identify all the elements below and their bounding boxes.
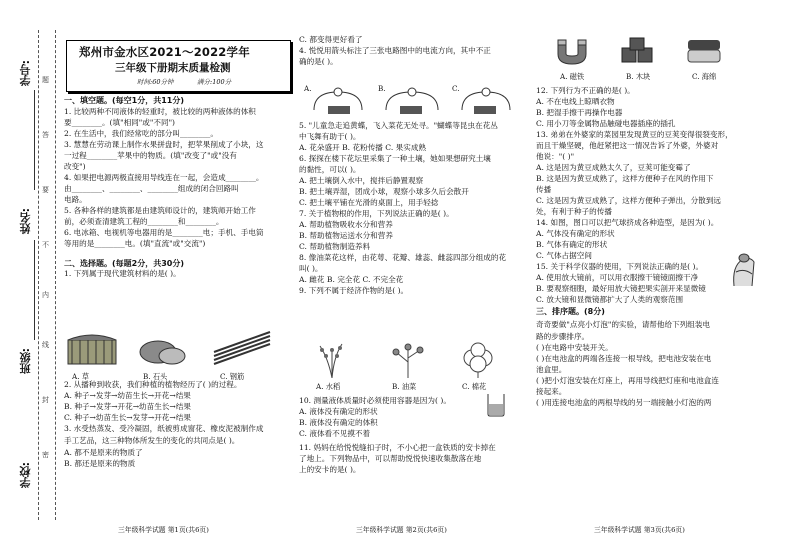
question-line: 6. 探探在楼下花坛里采集了一种土壤，她如果想研究土壤	[299, 154, 491, 163]
question-line: 手工艺品，这三种物体所发生的变化的共同点是( )。	[64, 436, 240, 445]
question-line: A. 把土壤倒入水中，搅拌后静置观察	[299, 176, 424, 185]
exam-title-line2: 三年级下册期末质量检测	[115, 62, 231, 74]
margin-mark: 不	[42, 241, 49, 249]
question-line: 确的是( )。	[299, 57, 338, 66]
margin-mark: 密	[42, 451, 49, 459]
exam-score: 满分:100分	[197, 78, 232, 86]
binding-margin	[0, 0, 58, 540]
school-label: 学校:	[19, 462, 32, 489]
question-line: ( )用连接电池盒的两根导线的另一端接触小灯泡的两	[536, 398, 712, 407]
q1-option-a[interactable]: A. 草	[72, 372, 89, 381]
question-line: 而且干燥坚硬，他赶紧把这一情况告诉了外婆，外婆对	[536, 141, 719, 150]
question-line: 4. 如果把电源两极直接用导线连在一起，会造成________。	[64, 173, 264, 182]
question-line: ( )在电路中安装开关。	[536, 343, 613, 352]
question-line: 5. "儿童急走追黄蝶，飞入菜花无处寻。"蝴蝶等昆虫在花丛	[299, 121, 498, 130]
question-line: 传播	[536, 185, 552, 194]
q14-image-balloon	[728, 252, 760, 288]
q11-image-wood	[618, 36, 658, 66]
q9-image-cotton	[458, 342, 498, 378]
q9-option-c[interactable]: C. 棉花	[462, 382, 487, 391]
q9-option-b[interactable]: B. 油菜	[392, 382, 417, 391]
question-line: 电路。	[64, 195, 87, 204]
question-line: B. 都还是原来的物质	[64, 459, 136, 468]
section-heading: 一、填空题。(每空1分，共11分)	[64, 96, 185, 105]
binding-line-inner	[55, 30, 56, 520]
question-line: B. 把湿手擦干再操作电器	[536, 108, 623, 117]
question-line: ( )在电池盒的两端各连接一根导线，把电池安装在电	[536, 354, 712, 363]
margin-mark: 内	[42, 291, 49, 299]
question-line: 2. 从播种到收获，我们种植的植物经历了( )的过程。	[64, 380, 242, 389]
q11-option-b[interactable]: B. 木块	[626, 72, 651, 81]
margin-mark: 线	[42, 341, 49, 349]
question-line: A. 不在电线上晾晒衣物	[536, 97, 615, 106]
question-line: A. 液体没有确定的形状	[299, 407, 378, 416]
name-label: 姓名:	[19, 208, 32, 235]
question-line: 了地上。下列物品中，可以帮助悦悦快速收集散落在地	[299, 454, 482, 463]
question-line: 上的安卡的是( )。	[299, 465, 361, 474]
margin-mark: 要	[42, 186, 49, 194]
footer-page-1: 三年级科学试题 第1页(共6页)	[118, 526, 209, 534]
q11-image-sponge	[684, 36, 724, 66]
question-line: B. 气体有确定的形状	[536, 240, 608, 249]
question-line: 14. 如图，图口可以把气球挤成各种造型，是因为( )。	[536, 218, 719, 227]
q1-option-c[interactable]: C. 钢筋	[220, 372, 245, 381]
question-line: A. 气体没有确定的形状	[536, 229, 615, 238]
q9-option-a[interactable]: A. 水稻	[316, 382, 341, 391]
question-line: 6. 电冰箱、电视机等电器用的是________电；手机、手电筒	[64, 228, 264, 237]
class-underline[interactable]	[34, 240, 35, 340]
q1-image-rebar	[210, 330, 274, 368]
question-line: C. 这是因为黄豆成熟了，这样方便种子弹出，分散到远	[536, 196, 722, 205]
footer-page-3: 三年级科学试题 第3页(共6页)	[594, 526, 685, 534]
question-line: B. 这是因为黄豆成熟了，这样方便种子在风的作用下	[536, 174, 714, 183]
q9-image-rice	[312, 342, 352, 378]
question-line: C. 帮助植物制造养料	[299, 242, 371, 251]
q9-image-rapeseed	[388, 342, 428, 378]
question-line: 接起来。	[536, 387, 567, 396]
q4-circuit-diagrams	[302, 84, 520, 118]
question-line: 12. 下列行为不正确的是( )。	[536, 86, 635, 95]
question-line: 4. 悦悦用箭头标注了三张电路图中的电流方向，其中不正	[299, 46, 491, 55]
question-line: B. 液体没有确定的体积	[299, 418, 378, 427]
q10-image-beaker	[484, 392, 508, 418]
q4-option-a[interactable]: A.	[304, 84, 312, 93]
question-line: 他说："( )"	[536, 152, 575, 161]
question-line: 2. 在生活中，我们经常吃的部分叫________。	[64, 129, 218, 138]
question-line: 5. 各种各样的建筑都是由建筑师设计的，建筑师开始工作	[64, 206, 256, 215]
question-line: C. 气体占据空间	[536, 251, 592, 260]
exam-title-line1: 郑州市金水区2021～2022学年	[79, 45, 250, 59]
q4-option-b[interactable]: B.	[378, 84, 386, 93]
question-line: 1. 下列属于现代建筑材料的是( )。	[64, 269, 181, 278]
question-line: 等用的是________电。(填"直流"或"交流")	[64, 239, 206, 248]
question-line: 路的步骤排序。	[536, 332, 590, 341]
question-line: 一过程________苹果中的物质。(填"改变了"或"没有	[64, 151, 237, 160]
question-line: 处，有利于种子的传播	[536, 207, 612, 216]
q1-image-stone	[138, 330, 188, 368]
question-line: 3. 慧慧在劳动课上制作水果拼盘时，把苹果削成了小块，这	[64, 140, 264, 149]
margin-mark: 封	[42, 396, 49, 404]
margin-mark: 题	[42, 76, 49, 84]
question-line: A. 这是因为黄豆成熟太久了，豆荚可能变霉了	[536, 163, 691, 172]
question-line: A. 帮助植物吸收水分和营养	[299, 220, 393, 229]
question-line: A. 使用放大镜前，可以用衣服擦干镜镜面擦干净	[536, 273, 699, 282]
question-line: 7. 关于植物根的作用，下列说法正确的是( )。	[299, 209, 454, 218]
question-line: C. 种子→幼苗生长→发芽→开花→结果	[64, 413, 191, 422]
section-heading: 三、排序题。(8分)	[536, 307, 605, 316]
question-line: C. 放大镜和显微镜都扩大了人类的观察范围	[536, 295, 684, 304]
question-line: 8. 像油菜花这样，由花萼、花瓣、雄蕊、雌蕊四部分组成的花	[299, 253, 507, 262]
q11-option-c[interactable]: C. 海绵	[692, 72, 717, 81]
exam-time: 时间:60分钟	[137, 78, 174, 86]
question-line: A. 花朵盛开 B. 花粉传播 C. 果实成熟	[299, 143, 427, 152]
question-line: C. 把土壤平铺在光滑的桌面上，用手轻捻	[299, 198, 439, 207]
q1-image-grass	[64, 330, 120, 368]
question-line: A. 雌花 B. 完全花 C. 不完全花	[299, 275, 404, 284]
section-heading: 二、选择题。(每题2分，共30分)	[64, 259, 185, 268]
question-line: 前，必须查清建筑工程的________和________。	[64, 217, 224, 226]
q11-image-magnet	[552, 36, 592, 66]
q11-option-a[interactable]: A. 磁铁	[560, 72, 585, 81]
margin-mark: 答	[42, 131, 49, 139]
question-line: 奇奇要做"点亮小灯泡"的实验，请帮他给下列组装电	[536, 320, 711, 329]
question-line: 要________。(填"相同"或"不同")	[64, 118, 176, 127]
question-line: 13. 弟弟在外婆家的菜园里发现黄豆的豆荚变得很裂变形，	[536, 130, 733, 139]
question-line: 由________、________、________组成的闭合回路叫	[64, 184, 239, 193]
question-line: ( )把小灯泡安装在灯座上，再用导线把灯座和电池盒连	[536, 376, 719, 385]
q1-option-b[interactable]: B. 石头	[143, 372, 168, 381]
question-line: 10. 测量液体质量时必须使用容器是因为( )。	[299, 396, 451, 405]
binding-line-outer	[38, 30, 39, 520]
question-line: 3. 水受热蒸发、受冷凝固，纸被剪成窗花、橡皮泥被制作成	[64, 424, 264, 433]
question-line: B. 帮助植物运送水分和营养	[299, 231, 393, 240]
question-line: B. 把土壤弄湿，团成小球，观察小球多久后会散开	[299, 187, 469, 196]
q4-option-c[interactable]: C.	[452, 84, 460, 93]
question-line: C. 用小刀等金属物品触碰电器插座的插孔	[536, 119, 676, 128]
question-line: 1. 比较两种不同液体的轻重时，被比较的两种液体的体积	[64, 107, 256, 116]
class-label: 班级:	[19, 348, 32, 375]
question-line: 15. 关于科学仪器的使用，下列说法正确的是( )。	[536, 262, 704, 271]
title-box	[66, 40, 291, 92]
question-line: B. 要观察细胞，最好用放大镜把果实剖开来显微镜	[536, 284, 706, 293]
number-label: 学号:	[19, 60, 32, 87]
question-line: 11. 妈妈在给悦悦缝扣子时，不小心把一盒铁质的安卡掉在	[299, 443, 496, 452]
question-line: 9. 下列不属于经济作物的是( )。	[299, 286, 409, 295]
question-line: A. 都不是原来的物质了	[64, 448, 143, 457]
question-line: 叫( )。	[299, 264, 323, 273]
question-line: C. 液体看不见摸不着	[299, 429, 371, 438]
question-line: 中飞舞有助于( )。	[299, 132, 361, 141]
footer-page-2: 三年级科学试题 第2页(共6页)	[356, 526, 447, 534]
question-line: C. 都变得更好看了	[299, 35, 363, 44]
question-line: 池盒里。	[536, 365, 567, 374]
question-line: 改变")	[64, 162, 86, 171]
question-line: B. 种子→发芽→开花→幼苗生长→结果	[64, 402, 191, 411]
question-line: A. 种子→发芽→幼苗生长→开花→结果	[64, 391, 191, 400]
name-underline[interactable]	[34, 90, 35, 190]
question-line: 的黏性，可以( )。	[299, 165, 361, 174]
